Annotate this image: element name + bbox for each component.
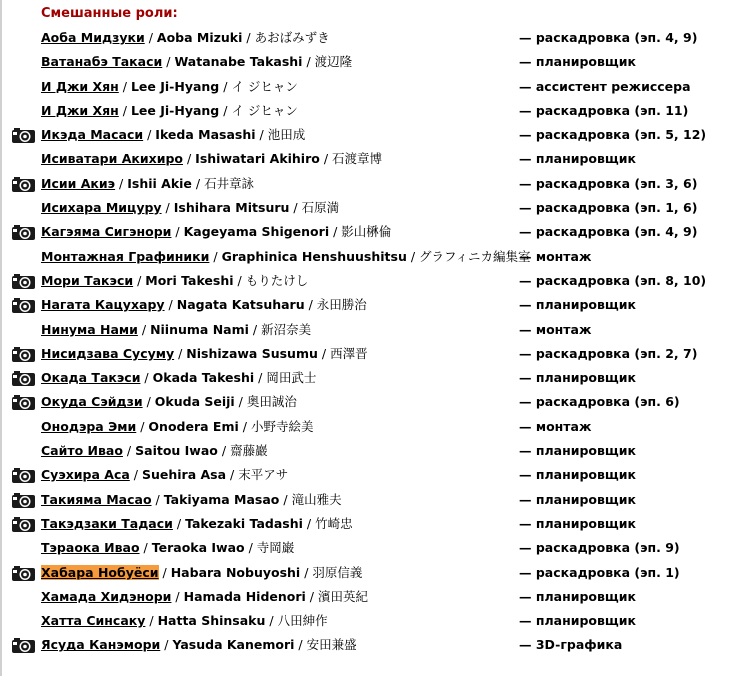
role-text: — планировщик: [519, 515, 636, 531]
person-names: [41, 536, 294, 560]
japanese-name: 竹崎忠: [315, 515, 353, 531]
romaji-name: Nagata Katsuharu: [176, 297, 305, 313]
person-names: [41, 463, 288, 487]
list-item: [0, 488, 746, 512]
person-link[interactable]: Такэдзаки Тадаси: [41, 515, 173, 531]
role-text: — раскадровка (эп. 1, 6): [519, 200, 698, 216]
role-text: — планировщик: [519, 613, 636, 629]
name-separator: /: [158, 564, 171, 580]
list-item: [0, 390, 746, 414]
role-text: — 3D-графика: [519, 637, 623, 653]
person-names: [41, 366, 316, 390]
list-item: [0, 318, 746, 342]
name-separator: /: [304, 297, 317, 313]
camera-icon[interactable]: [11, 176, 36, 193]
japanese-name: 石原満: [301, 200, 340, 216]
romaji-name: Lee Ji-Hyang: [130, 78, 220, 94]
person-link[interactable]: Тэраока Ивао: [41, 540, 140, 556]
person-link[interactable]: Сайто Ивао: [41, 443, 123, 459]
name-separator: /: [118, 102, 131, 118]
person-names: [41, 50, 352, 74]
name-separator: /: [242, 30, 255, 45]
person-names: [41, 293, 367, 317]
person-link[interactable]: Исихара Мицуру: [41, 200, 162, 216]
camera-icon[interactable]: [11, 637, 36, 654]
role-text: — планировщик: [519, 370, 636, 386]
person-link[interactable]: Окада Такэси: [41, 370, 141, 386]
romaji-name: Nishizawa Susumu: [186, 345, 318, 361]
name-separator: /: [191, 175, 205, 191]
name-separator: /: [144, 30, 157, 45]
role-text: — монтаж: [519, 418, 592, 434]
list-item: [0, 26, 746, 50]
romaji-name: Takezaki Tadashi: [185, 515, 303, 531]
person-link[interactable]: Кагэяма Сигэнори: [41, 224, 172, 240]
person-names: [41, 220, 391, 244]
name-separator: /: [317, 345, 331, 361]
camera-icon[interactable]: [11, 346, 36, 363]
role-text: — планировщик: [519, 467, 636, 483]
staff-list: [0, 26, 746, 658]
person-names: [41, 633, 357, 657]
japanese-name: 寺岡巌: [256, 540, 295, 556]
person-link[interactable]: Хамада Хидэнори: [41, 588, 172, 604]
name-separator: /: [136, 418, 149, 434]
camera-icon[interactable]: [11, 370, 36, 387]
role-text: — планировщик: [519, 151, 636, 167]
person-names: [41, 269, 308, 293]
role-text: — монтаж: [519, 321, 592, 337]
list-item: [0, 585, 746, 609]
list-item: [0, 561, 746, 585]
romaji-name: Saitou Iwao: [135, 443, 218, 459]
list-item: [0, 196, 746, 220]
person-link[interactable]: Аоба Мидзуки: [41, 30, 145, 45]
person-names: [41, 512, 353, 536]
person-names: [41, 318, 311, 342]
romaji-name: Ishihara Mitsuru: [173, 200, 290, 216]
person-link[interactable]: Окуда Сэйдзи: [41, 394, 143, 410]
person-names: [41, 390, 297, 414]
romaji-name: Graphinica Henshuushitsu: [221, 248, 407, 264]
japanese-name: 滝山雅夫: [291, 491, 342, 507]
japanese-name: 奥田誠治: [246, 394, 297, 410]
name-separator: /: [122, 443, 136, 459]
list-item: [0, 633, 746, 657]
list-item: [0, 609, 746, 633]
person-link[interactable]: Нагата Кацухару: [41, 297, 165, 313]
role-text: — раскадровка (эп. 4, 9): [519, 224, 698, 240]
person-link[interactable]: И Джи Хян: [41, 78, 119, 94]
name-separator: /: [160, 637, 173, 653]
romaji-name: Ikeda Masashi: [155, 127, 256, 143]
romaji-name: Okada Takeshi: [152, 370, 255, 386]
name-separator: /: [139, 540, 152, 556]
name-separator: /: [254, 370, 267, 386]
person-names: [41, 342, 368, 366]
person-link[interactable]: Онодэра Эми: [41, 418, 137, 434]
name-separator: /: [279, 491, 292, 507]
romaji-name: Ishiwatari Akihiro: [195, 151, 320, 167]
name-separator: /: [142, 394, 155, 410]
japanese-name: 西澤晋: [330, 345, 368, 361]
person-names: [41, 99, 298, 123]
japanese-name: もりたけし: [245, 272, 309, 288]
camera-icon[interactable]: [11, 297, 36, 314]
name-separator: /: [129, 467, 142, 483]
japanese-name: 石井章詠: [204, 175, 255, 191]
list-item: [0, 50, 746, 74]
name-separator: /: [209, 248, 222, 264]
list-item: [0, 366, 746, 390]
list-item: [0, 147, 746, 171]
list-item: [0, 220, 746, 244]
name-separator: /: [217, 443, 231, 459]
person-link[interactable]: Нинума Нами: [41, 321, 138, 337]
role-text: — планировщик: [519, 443, 636, 459]
person-names: [41, 561, 362, 585]
name-separator: /: [164, 297, 177, 313]
name-separator: /: [133, 272, 146, 288]
japanese-name: 影山楙倫: [341, 224, 392, 240]
person-names: [41, 439, 268, 463]
camera-icon[interactable]: [11, 394, 36, 411]
name-separator: /: [171, 588, 184, 604]
name-separator: /: [255, 127, 268, 143]
name-separator: /: [238, 418, 251, 434]
japanese-name: 石渡章博: [332, 151, 383, 167]
role-text: — раскадровка (эп. 6): [519, 394, 680, 410]
role-text: — раскадровка (эп. 11): [519, 102, 689, 118]
role-text: — планировщик: [519, 54, 636, 70]
person-link[interactable]: Хабара Нобуёси: [41, 564, 159, 580]
japanese-name: 小野寺絵美: [250, 418, 314, 434]
name-separator: /: [319, 151, 333, 167]
list-item: [0, 75, 746, 99]
name-separator: /: [161, 200, 174, 216]
person-link[interactable]: Ватанабэ Такаси: [41, 54, 163, 70]
person-names: [41, 172, 254, 196]
camera-icon[interactable]: [11, 224, 36, 241]
list-item: [0, 269, 746, 293]
romaji-name: Takiyama Masao: [163, 491, 280, 507]
person-link[interactable]: Хатта Синсаку: [41, 613, 146, 629]
romaji-name: Niinuma Nami: [150, 321, 249, 337]
role-text: — планировщик: [519, 588, 636, 604]
person-link[interactable]: Исии Акиэ: [41, 175, 116, 191]
name-separator: /: [183, 151, 196, 167]
romaji-name: Hatta Shinsaku: [157, 613, 266, 629]
romaji-name: Hamada Hidenori: [183, 588, 306, 604]
role-text: — монтаж: [519, 248, 592, 264]
japanese-name: 八田紳作: [277, 613, 328, 629]
name-separator: /: [244, 540, 257, 556]
japanese-name: 末平アサ: [238, 467, 289, 483]
person-names: [41, 609, 328, 633]
person-names: [41, 123, 305, 147]
role-text: — планировщик: [519, 491, 636, 507]
person-link[interactable]: Нисидзава Сусуму: [41, 345, 175, 361]
person-names: [41, 415, 313, 439]
name-separator: /: [219, 102, 232, 118]
list-item: [0, 536, 746, 560]
name-separator: /: [162, 54, 175, 70]
japanese-name: イ ジヒャン: [231, 102, 298, 118]
name-separator: /: [171, 224, 184, 240]
japanese-name: 池田成: [267, 127, 306, 143]
camera-icon[interactable]: [11, 565, 36, 582]
romaji-name: Watanabe Takashi: [174, 54, 303, 70]
romaji-name: Lee Ji-Hyang: [130, 102, 220, 118]
name-separator: /: [226, 467, 239, 483]
name-separator: /: [302, 54, 315, 70]
name-separator: /: [219, 78, 232, 94]
japanese-name: グラフィニカ編集室: [419, 248, 531, 264]
list-item: [0, 99, 746, 123]
person-names: [41, 26, 330, 50]
person-names: [41, 147, 382, 171]
person-link[interactable]: Исиватари Акихиро: [41, 151, 183, 167]
camera-icon[interactable]: [11, 516, 36, 533]
role-text: — раскадровка (эп. 3, 6): [519, 175, 698, 191]
camera-icon[interactable]: [11, 467, 36, 484]
romaji-name: Habara Nobuyoshi: [170, 564, 301, 580]
japanese-name: 羽原信義: [312, 564, 363, 580]
list-item: [0, 439, 746, 463]
japanese-name: 渡辺隆: [314, 54, 353, 70]
name-separator: /: [329, 224, 342, 240]
romaji-name: Teraoka Iwao: [151, 540, 245, 556]
list-item: [0, 245, 746, 269]
role-text: — ассистент режиссера: [519, 78, 691, 94]
name-separator: /: [145, 613, 158, 629]
name-separator: /: [140, 370, 153, 386]
camera-icon[interactable]: [11, 273, 36, 290]
romaji-name: Ishii Akie: [127, 175, 192, 191]
name-separator: /: [233, 272, 246, 288]
japanese-name: イ ジヒャン: [231, 78, 298, 94]
name-separator: /: [115, 175, 128, 191]
person-link[interactable]: Такияма Масао: [41, 491, 152, 507]
name-separator: /: [294, 637, 307, 653]
camera-icon[interactable]: [11, 492, 36, 509]
list-item: [0, 415, 746, 439]
person-names: [41, 488, 342, 512]
role-text: — раскадровка (эп. 1): [519, 564, 680, 580]
list-item: [0, 293, 746, 317]
person-link[interactable]: Мори Такэси: [41, 272, 134, 288]
list-item: [0, 463, 746, 487]
camera-icon[interactable]: [11, 127, 36, 144]
list-item: [0, 512, 746, 536]
japanese-name: 新沼奈美: [261, 321, 312, 337]
name-separator: /: [151, 491, 164, 507]
role-text: — раскадровка (эп. 2, 7): [519, 345, 698, 361]
person-names: [41, 196, 339, 220]
person-link[interactable]: Суэхира Аса: [41, 467, 130, 483]
japanese-name: あおばみずき: [254, 30, 330, 45]
romaji-name: Yasuda Kanemori: [172, 637, 295, 653]
name-separator: /: [406, 248, 420, 264]
romaji-name: Okuda Seiji: [154, 394, 235, 410]
romaji-name: Suehira Asa: [141, 467, 227, 483]
romaji-name: Aoba Mizuki: [156, 30, 243, 45]
name-separator: /: [300, 564, 313, 580]
person-link[interactable]: И Джи Хян: [41, 102, 119, 118]
romaji-name: Mori Takeshi: [145, 272, 234, 288]
japanese-name: 岡田武士: [266, 370, 317, 386]
name-separator: /: [174, 345, 187, 361]
name-separator: /: [234, 394, 247, 410]
japanese-name: 永田勝治: [316, 297, 367, 313]
name-separator: /: [118, 78, 131, 94]
name-separator: /: [265, 613, 278, 629]
role-text: — раскадровка (эп. 8, 10): [519, 272, 707, 288]
list-item: [0, 342, 746, 366]
person-link[interactable]: Ясуда Канэмори: [41, 637, 161, 653]
person-names: [41, 585, 368, 609]
japanese-name: 安田兼盛: [306, 637, 357, 653]
name-separator: /: [143, 127, 156, 143]
japanese-name: 齋藤巖: [230, 443, 268, 459]
list-item: [0, 172, 746, 196]
japanese-name: 濱田英紀: [318, 588, 369, 604]
person-names: [41, 75, 298, 99]
person-names: [41, 245, 531, 269]
person-link[interactable]: Монтажная Графиники: [41, 248, 210, 264]
name-separator: /: [289, 200, 302, 216]
role-text: — раскадровка (эп. 9): [519, 540, 680, 556]
role-text: — раскадровка (эп. 4, 9): [519, 30, 698, 45]
romaji-name: Onodera Emi: [148, 418, 239, 434]
romaji-name: Kageyama Shigenori: [183, 224, 330, 240]
name-separator: /: [305, 588, 318, 604]
section-title: Смешанные роли:: [41, 6, 178, 21]
name-separator: /: [248, 321, 262, 337]
name-separator: /: [172, 515, 186, 531]
name-separator: /: [137, 321, 151, 337]
person-link[interactable]: Икэда Масаси: [41, 127, 144, 143]
name-separator: /: [302, 515, 316, 531]
role-text: — планировщик: [519, 297, 636, 313]
role-text: — раскадровка (эп. 5, 12): [519, 127, 707, 143]
list-item: [0, 123, 746, 147]
